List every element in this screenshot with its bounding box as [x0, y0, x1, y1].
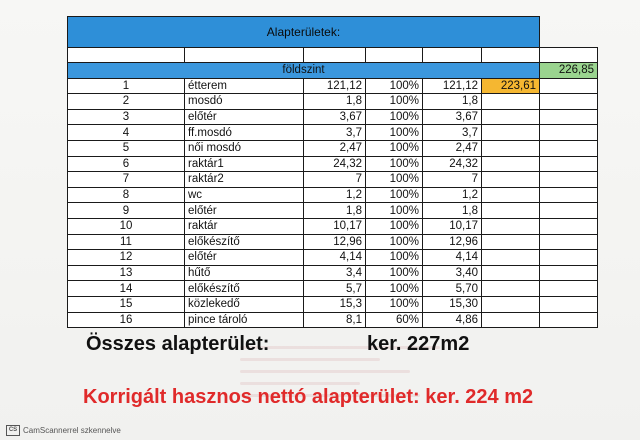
- total-area-value: ker. 227m2: [367, 333, 470, 355]
- area-percentage: 100%: [366, 109, 423, 125]
- row-number: 11: [68, 234, 185, 250]
- room-name: wc: [185, 187, 304, 203]
- row-number: 6: [68, 156, 185, 172]
- empty-cell: [482, 109, 540, 125]
- empty-cell: [482, 156, 540, 172]
- room-name: közlekedő: [185, 296, 304, 312]
- row-number: 14: [68, 281, 185, 297]
- empty-cell: [482, 172, 540, 188]
- counted-area: 1,2: [423, 187, 482, 203]
- area-percentage: 100%: [366, 250, 423, 266]
- row-number: 12: [68, 250, 185, 266]
- table-row: [68, 296, 598, 312]
- table-row: [68, 187, 598, 203]
- table-row: [68, 140, 598, 156]
- table-row: [68, 281, 598, 297]
- watermark-text: CamScannerrel szkennelve: [23, 426, 121, 435]
- row-number: 15: [68, 296, 185, 312]
- counted-area: 4,86: [423, 312, 482, 328]
- empty-cell: [540, 172, 598, 188]
- room-name: női mosdó: [185, 140, 304, 156]
- empty-cell: [482, 265, 540, 281]
- row-number: 2: [68, 94, 185, 110]
- table-title: Alapterületek:: [68, 17, 540, 48]
- counted-area: 1,8: [423, 203, 482, 219]
- table-row: [68, 125, 598, 141]
- room-area: 24,32: [304, 156, 366, 172]
- empty-cell: [482, 218, 540, 234]
- empty-cell: [482, 140, 540, 156]
- blank-row: [68, 48, 598, 63]
- room-name: ff.mosdó: [185, 125, 304, 141]
- room-area: 1,2: [304, 187, 366, 203]
- table-row: [68, 172, 598, 188]
- empty-cell: [482, 187, 540, 203]
- area-percentage: 100%: [366, 234, 423, 250]
- room-area: 3,4: [304, 265, 366, 281]
- subtotal-cell: 223,61: [482, 78, 540, 94]
- table-row: [68, 218, 598, 234]
- counted-area: 121,12: [423, 78, 482, 94]
- table-row: [68, 234, 598, 250]
- room-area: 12,96: [304, 234, 366, 250]
- counted-area: 3,67: [423, 109, 482, 125]
- table-row: [68, 265, 598, 281]
- room-area: 15,3: [304, 296, 366, 312]
- room-name: előtér: [185, 109, 304, 125]
- area-percentage: 100%: [366, 187, 423, 203]
- empty-cell: [482, 281, 540, 297]
- empty-cell: [540, 109, 598, 125]
- section-row: [68, 63, 598, 79]
- table-row: [68, 94, 598, 110]
- camscanner-logo-icon: CS: [6, 425, 20, 436]
- counted-area: 24,32: [423, 156, 482, 172]
- room-area: 121,12: [304, 78, 366, 94]
- room-name: előkészítő: [185, 281, 304, 297]
- area-percentage: 100%: [366, 94, 423, 110]
- row-number: 4: [68, 125, 185, 141]
- room-area: 4,14: [304, 250, 366, 266]
- area-percentage: 100%: [366, 281, 423, 297]
- room-area: 1,8: [304, 94, 366, 110]
- area-percentage: 100%: [366, 78, 423, 94]
- empty-cell: [540, 78, 598, 94]
- section-total: 226,85: [540, 63, 598, 79]
- room-name: hűtő: [185, 265, 304, 281]
- room-area: 3,67: [304, 109, 366, 125]
- area-percentage: 100%: [366, 265, 423, 281]
- empty-cell: [540, 250, 598, 266]
- empty-cell: [540, 140, 598, 156]
- row-number: 10: [68, 218, 185, 234]
- empty-cell: [540, 218, 598, 234]
- counted-area: 1,8: [423, 94, 482, 110]
- room-name: előkészítő: [185, 234, 304, 250]
- room-area: 2,47: [304, 140, 366, 156]
- table-row: [68, 156, 598, 172]
- counted-area: 7: [423, 172, 482, 188]
- room-area: 8,1: [304, 312, 366, 328]
- room-name: raktár1: [185, 156, 304, 172]
- empty-cell: [540, 234, 598, 250]
- counted-area: 2,47: [423, 140, 482, 156]
- counted-area: 3,40: [423, 265, 482, 281]
- empty-cell: [482, 312, 540, 328]
- row-number: 3: [68, 109, 185, 125]
- table-row: [68, 312, 598, 328]
- counted-area: 3,7: [423, 125, 482, 141]
- empty-cell: [482, 250, 540, 266]
- total-area-label: Összes alapterület:: [86, 333, 270, 355]
- empty-cell: [482, 296, 540, 312]
- counted-area: 5,70: [423, 281, 482, 297]
- row-number: 5: [68, 140, 185, 156]
- empty-cell: [540, 94, 598, 110]
- counted-area: 15,30: [423, 296, 482, 312]
- row-number: 7: [68, 172, 185, 188]
- row-number: 9: [68, 203, 185, 219]
- empty-cell: [482, 234, 540, 250]
- room-name: pince tároló: [185, 312, 304, 328]
- table-row: [68, 250, 598, 266]
- counted-area: 12,96: [423, 234, 482, 250]
- area-percentage: 100%: [366, 218, 423, 234]
- area-percentage: 60%: [366, 312, 423, 328]
- empty-cell: [540, 156, 598, 172]
- empty-cell: [540, 187, 598, 203]
- area-percentage: 100%: [366, 203, 423, 219]
- room-name: mosdó: [185, 94, 304, 110]
- empty-cell: [482, 94, 540, 110]
- room-area: 10,17: [304, 218, 366, 234]
- area-percentage: 100%: [366, 296, 423, 312]
- empty-cell: [540, 281, 598, 297]
- counted-area: 4,14: [423, 250, 482, 266]
- empty-cell: [540, 296, 598, 312]
- row-number: 16: [68, 312, 185, 328]
- row-number: 13: [68, 265, 185, 281]
- table-row: [68, 203, 598, 219]
- area-percentage: 100%: [366, 125, 423, 141]
- empty-cell: [540, 203, 598, 219]
- empty-cell: [540, 125, 598, 141]
- empty-cell: [482, 125, 540, 141]
- table-row: [68, 109, 598, 125]
- section-title: földszint: [68, 63, 540, 79]
- counted-area: 10,17: [423, 218, 482, 234]
- row-number: 8: [68, 187, 185, 203]
- scanner-watermark: [6, 425, 121, 436]
- area-percentage: 100%: [366, 140, 423, 156]
- room-name: előtér: [185, 203, 304, 219]
- table-row: [68, 78, 598, 94]
- room-area: 3,7: [304, 125, 366, 141]
- empty-cell: [540, 265, 598, 281]
- area-percentage: 100%: [366, 156, 423, 172]
- empty-cell: [482, 203, 540, 219]
- table-title-row: [68, 17, 598, 48]
- area-percentage: 100%: [366, 172, 423, 188]
- empty-cell: [540, 312, 598, 328]
- room-name: étterem: [185, 78, 304, 94]
- corrected-net-area: Korrigált hasznos nettó alapterület: ker. 224 m2: [83, 386, 534, 408]
- area-table: [67, 16, 598, 328]
- room-name: raktár2: [185, 172, 304, 188]
- row-number: 1: [68, 78, 185, 94]
- room-area: 1,8: [304, 203, 366, 219]
- room-name: raktár: [185, 218, 304, 234]
- room-area: 7: [304, 172, 366, 188]
- room-name: előtér: [185, 250, 304, 266]
- room-area: 5,7: [304, 281, 366, 297]
